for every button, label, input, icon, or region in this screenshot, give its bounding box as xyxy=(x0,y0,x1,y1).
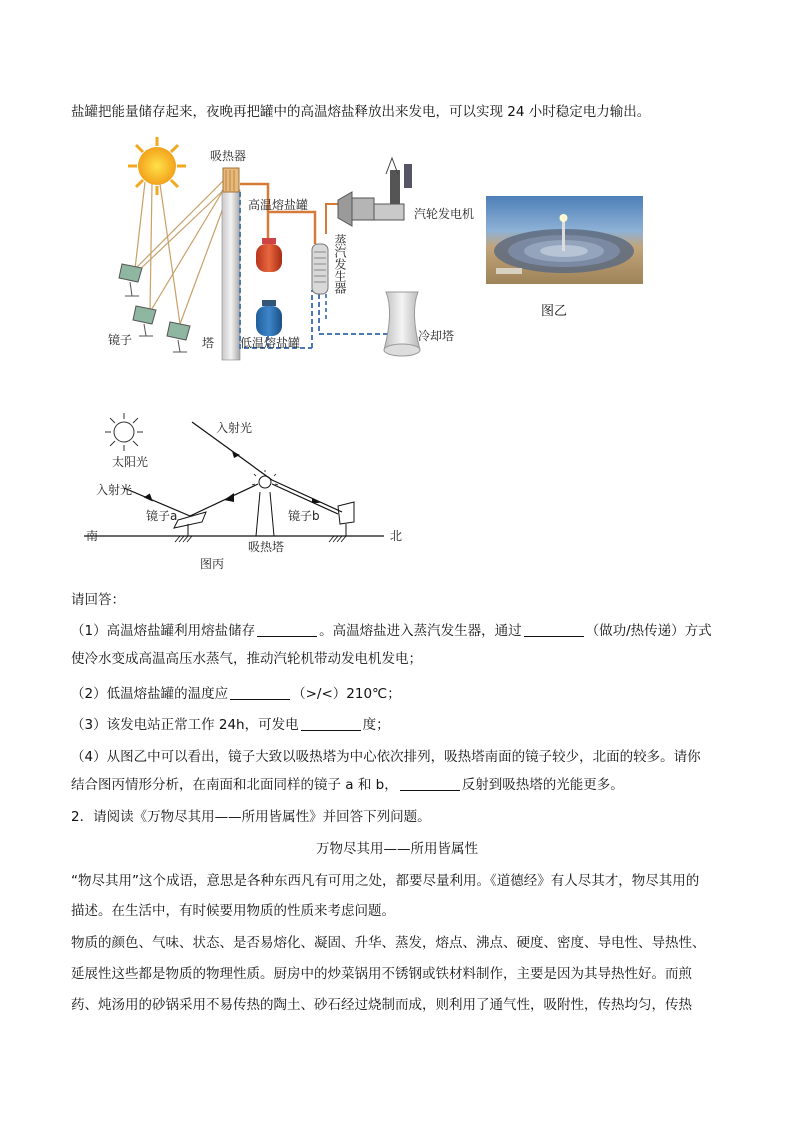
cooling-tower-shape xyxy=(384,292,420,356)
paragraph-2-line-1: 物质的颜色、气味、状态、是否易熔化、凝固、升华、蒸发，熔点、沸点、硬度、密度、导电性、导热性、 xyxy=(71,935,706,951)
label-south: 南 xyxy=(86,529,99,543)
label-sunlight: 太阳光 xyxy=(112,455,149,469)
answer-blank[interactable] xyxy=(257,622,317,637)
label-absorber: 吸热器 xyxy=(210,149,247,163)
label-hot-tank: 高温熔盐罐 xyxy=(248,198,309,212)
question-4-line-1: （4）从图乙中可以看出，镜子大致以吸热塔为中心依次排列，吸热塔南面的镜子较少，北面的较多。请你 xyxy=(71,749,701,765)
answer-blank[interactable] xyxy=(230,685,290,700)
label-cold-tank: 低温熔盐罐 xyxy=(240,336,301,350)
label-turbine: 汽轮发电机 xyxy=(414,207,475,221)
absorber-shape xyxy=(223,168,239,192)
cold-tank-shape xyxy=(256,300,282,336)
prompt-text: 请回答： xyxy=(71,592,125,608)
label-mirror-a: 镜子a xyxy=(146,509,178,523)
answer-blank[interactable] xyxy=(524,622,584,637)
answer-blank[interactable] xyxy=(301,716,361,731)
question-2: （2）低温熔盐罐的温度应 （>/<）210℃； xyxy=(71,686,401,702)
article-title: 万物尽其用——所用皆属性 xyxy=(316,841,478,857)
label-cooling-tower: 冷却塔 xyxy=(418,329,455,343)
hot-tank-shape xyxy=(256,238,282,272)
question-1-line-1: （1）高温熔盐罐利用熔盐储存 。高温熔盐进入蒸汽发生器，通过 （做功/热传递）方式 xyxy=(71,623,712,639)
tower-shape xyxy=(222,190,240,360)
label-incident-right: 入射光 xyxy=(216,421,253,435)
label-steam-generator: 蒸汽发生器 xyxy=(333,234,347,294)
paragraph-2-line-3: 药、炖汤用的砂锅采用不易传热的陶土、砂石经过烧制而成，则利用了通气性，吸附性，传热均匀，传热 xyxy=(71,997,692,1013)
steam-generator-shape xyxy=(312,244,328,294)
label-mirror: 镜子 xyxy=(108,333,133,347)
label-tower: 塔 xyxy=(202,336,215,350)
section-2-heading: 2．请阅读《万物尽其用——所用皆属性》并回答下列问题。 xyxy=(71,809,431,825)
question-3: （3）该发电站正常工作 24h，可发电 度； xyxy=(71,717,390,733)
turbine-shape xyxy=(338,158,412,226)
question-4-line-2: 结合图丙情形分析，在南面和北面同样的镜子 a 和 b， 反射到吸热塔的光能更多。 xyxy=(71,777,624,793)
answer-blank[interactable] xyxy=(400,776,460,791)
sun-icon xyxy=(105,413,143,451)
diagram-bing xyxy=(84,408,414,570)
caption-yi: 图乙 xyxy=(541,304,568,319)
mirror-b-shape xyxy=(338,502,354,536)
label-absorber-tower: 吸热塔 xyxy=(248,540,285,554)
label-mirror-b: 镜子b xyxy=(288,509,320,523)
paragraph-2-line-2: 延展性这些都是物质的物理性质。厨房中的炒菜锅用不锈钢或铁材料制作，主要是因为其导热性好。而煎 xyxy=(71,966,692,982)
paragraph-1-line-1: “物尽其用”这个成语，意思是各种东西凡有可用之处，都要尽量利用。《道德经》有人尽其才，物尽其用的 xyxy=(71,873,700,889)
intro-text: 盐罐把能量储存起来，夜晚再把罐中的高温熔盐释放出来发电，可以实现 24 小时稳定电力输出。 xyxy=(71,104,651,120)
label-north: 北 xyxy=(390,529,403,543)
paragraph-1-line-2: 描述。在生活中，有时候要用物质的性质来考虑问题。 xyxy=(71,903,395,919)
absorber-tower-shape xyxy=(252,470,278,536)
sun-icon xyxy=(128,137,186,195)
label-incident-left: 入射光 xyxy=(96,483,133,497)
caption-bing: 图丙 xyxy=(200,557,225,570)
diagram-jia xyxy=(90,134,490,364)
photo-yi xyxy=(486,196,643,284)
question-1-line-2: 使冷水变成高温高压水蒸气，推动汽轮机带动发电机发电； xyxy=(71,651,422,667)
